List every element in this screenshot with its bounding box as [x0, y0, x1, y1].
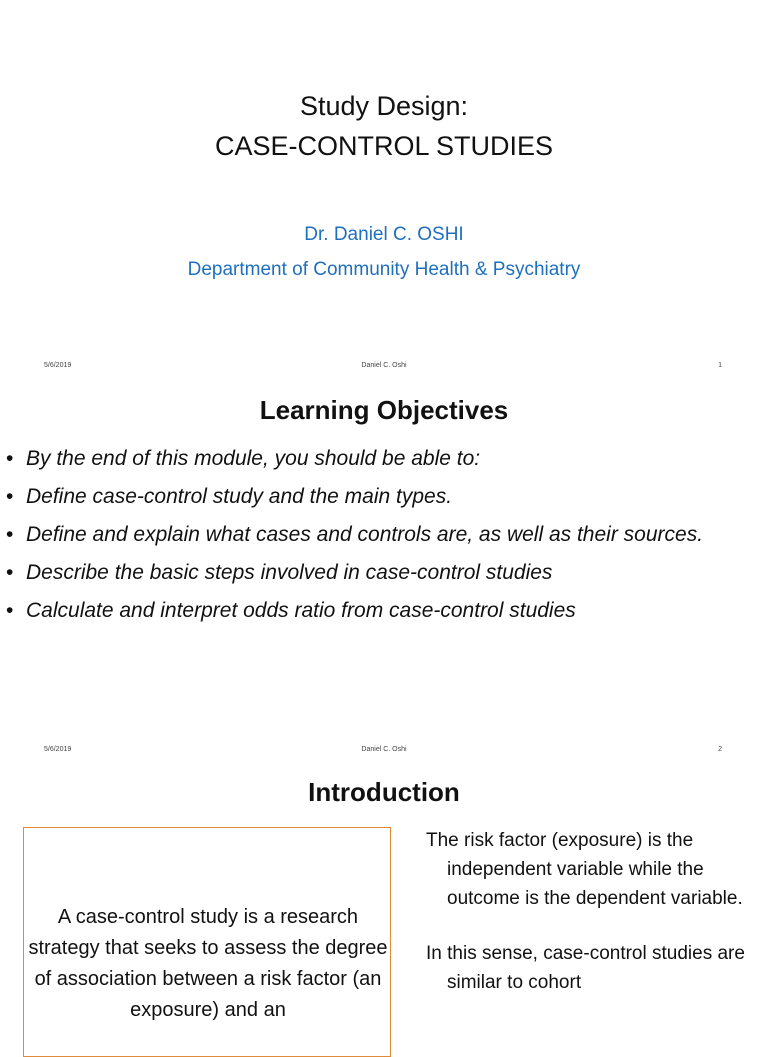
- paragraph: The risk factor (exposure) is the independent variable while the outcome is the dependent variable.: [426, 830, 743, 909]
- definition-text: A case-control study is a research strategy that seeks to assess the degree of association between a risk factor (an exposure) and an: [28, 906, 388, 1021]
- list-item-text: Define and explain what cases and controls are, as well as their sources.: [26, 523, 704, 546]
- list-item-text: By the end of this module, you should be able to:: [26, 447, 481, 470]
- list-item: [6, 480, 746, 514]
- bullet-icon: •: [6, 485, 14, 508]
- footer-author: Daniel C. Oshi: [361, 746, 407, 753]
- list-item-text: Define case-control study and the main types.: [26, 485, 453, 508]
- slide-title: Introduction: [308, 777, 460, 807]
- slide-title-line-2: CASE-CONTROL STUDIES: [214, 131, 554, 161]
- slide-title: Learning Objectives: [259, 395, 509, 425]
- list-item: [6, 518, 746, 552]
- bullet-icon: •: [6, 561, 14, 584]
- objectives-list: [6, 442, 746, 632]
- footer-author: Daniel C. Oshi: [361, 362, 407, 369]
- footer-date: 5/6/2019: [44, 362, 72, 369]
- department-name: Department of Community Health & Psychiatry: [187, 259, 581, 280]
- list-item: [6, 594, 746, 628]
- bullet-icon: •: [6, 523, 14, 546]
- footer-date: 5/6/2019: [44, 746, 72, 753]
- content-column: [426, 826, 746, 997]
- bullet-icon: •: [6, 599, 14, 622]
- slide-3: [0, 768, 768, 1024]
- slide-title-line-1: Study Design:: [299, 91, 469, 121]
- slide-1: [0, 0, 768, 384]
- definition-box: [23, 827, 391, 1057]
- footer-page-number: 1: [718, 362, 722, 369]
- list-item-text: Calculate and interpret odds ratio from case-control studies: [26, 599, 576, 622]
- paragraph: In this sense, case-control studies are similar to cohort: [426, 943, 745, 993]
- slide-2: [0, 384, 768, 768]
- list-item: [6, 442, 746, 476]
- footer-page-number: 2: [718, 746, 722, 753]
- bullet-icon: •: [6, 447, 14, 470]
- list-item-text: Describe the basic steps involved in case-control studies: [26, 561, 553, 584]
- author-name: Dr. Daniel C. OSHI: [304, 224, 464, 245]
- list-item: [6, 556, 746, 590]
